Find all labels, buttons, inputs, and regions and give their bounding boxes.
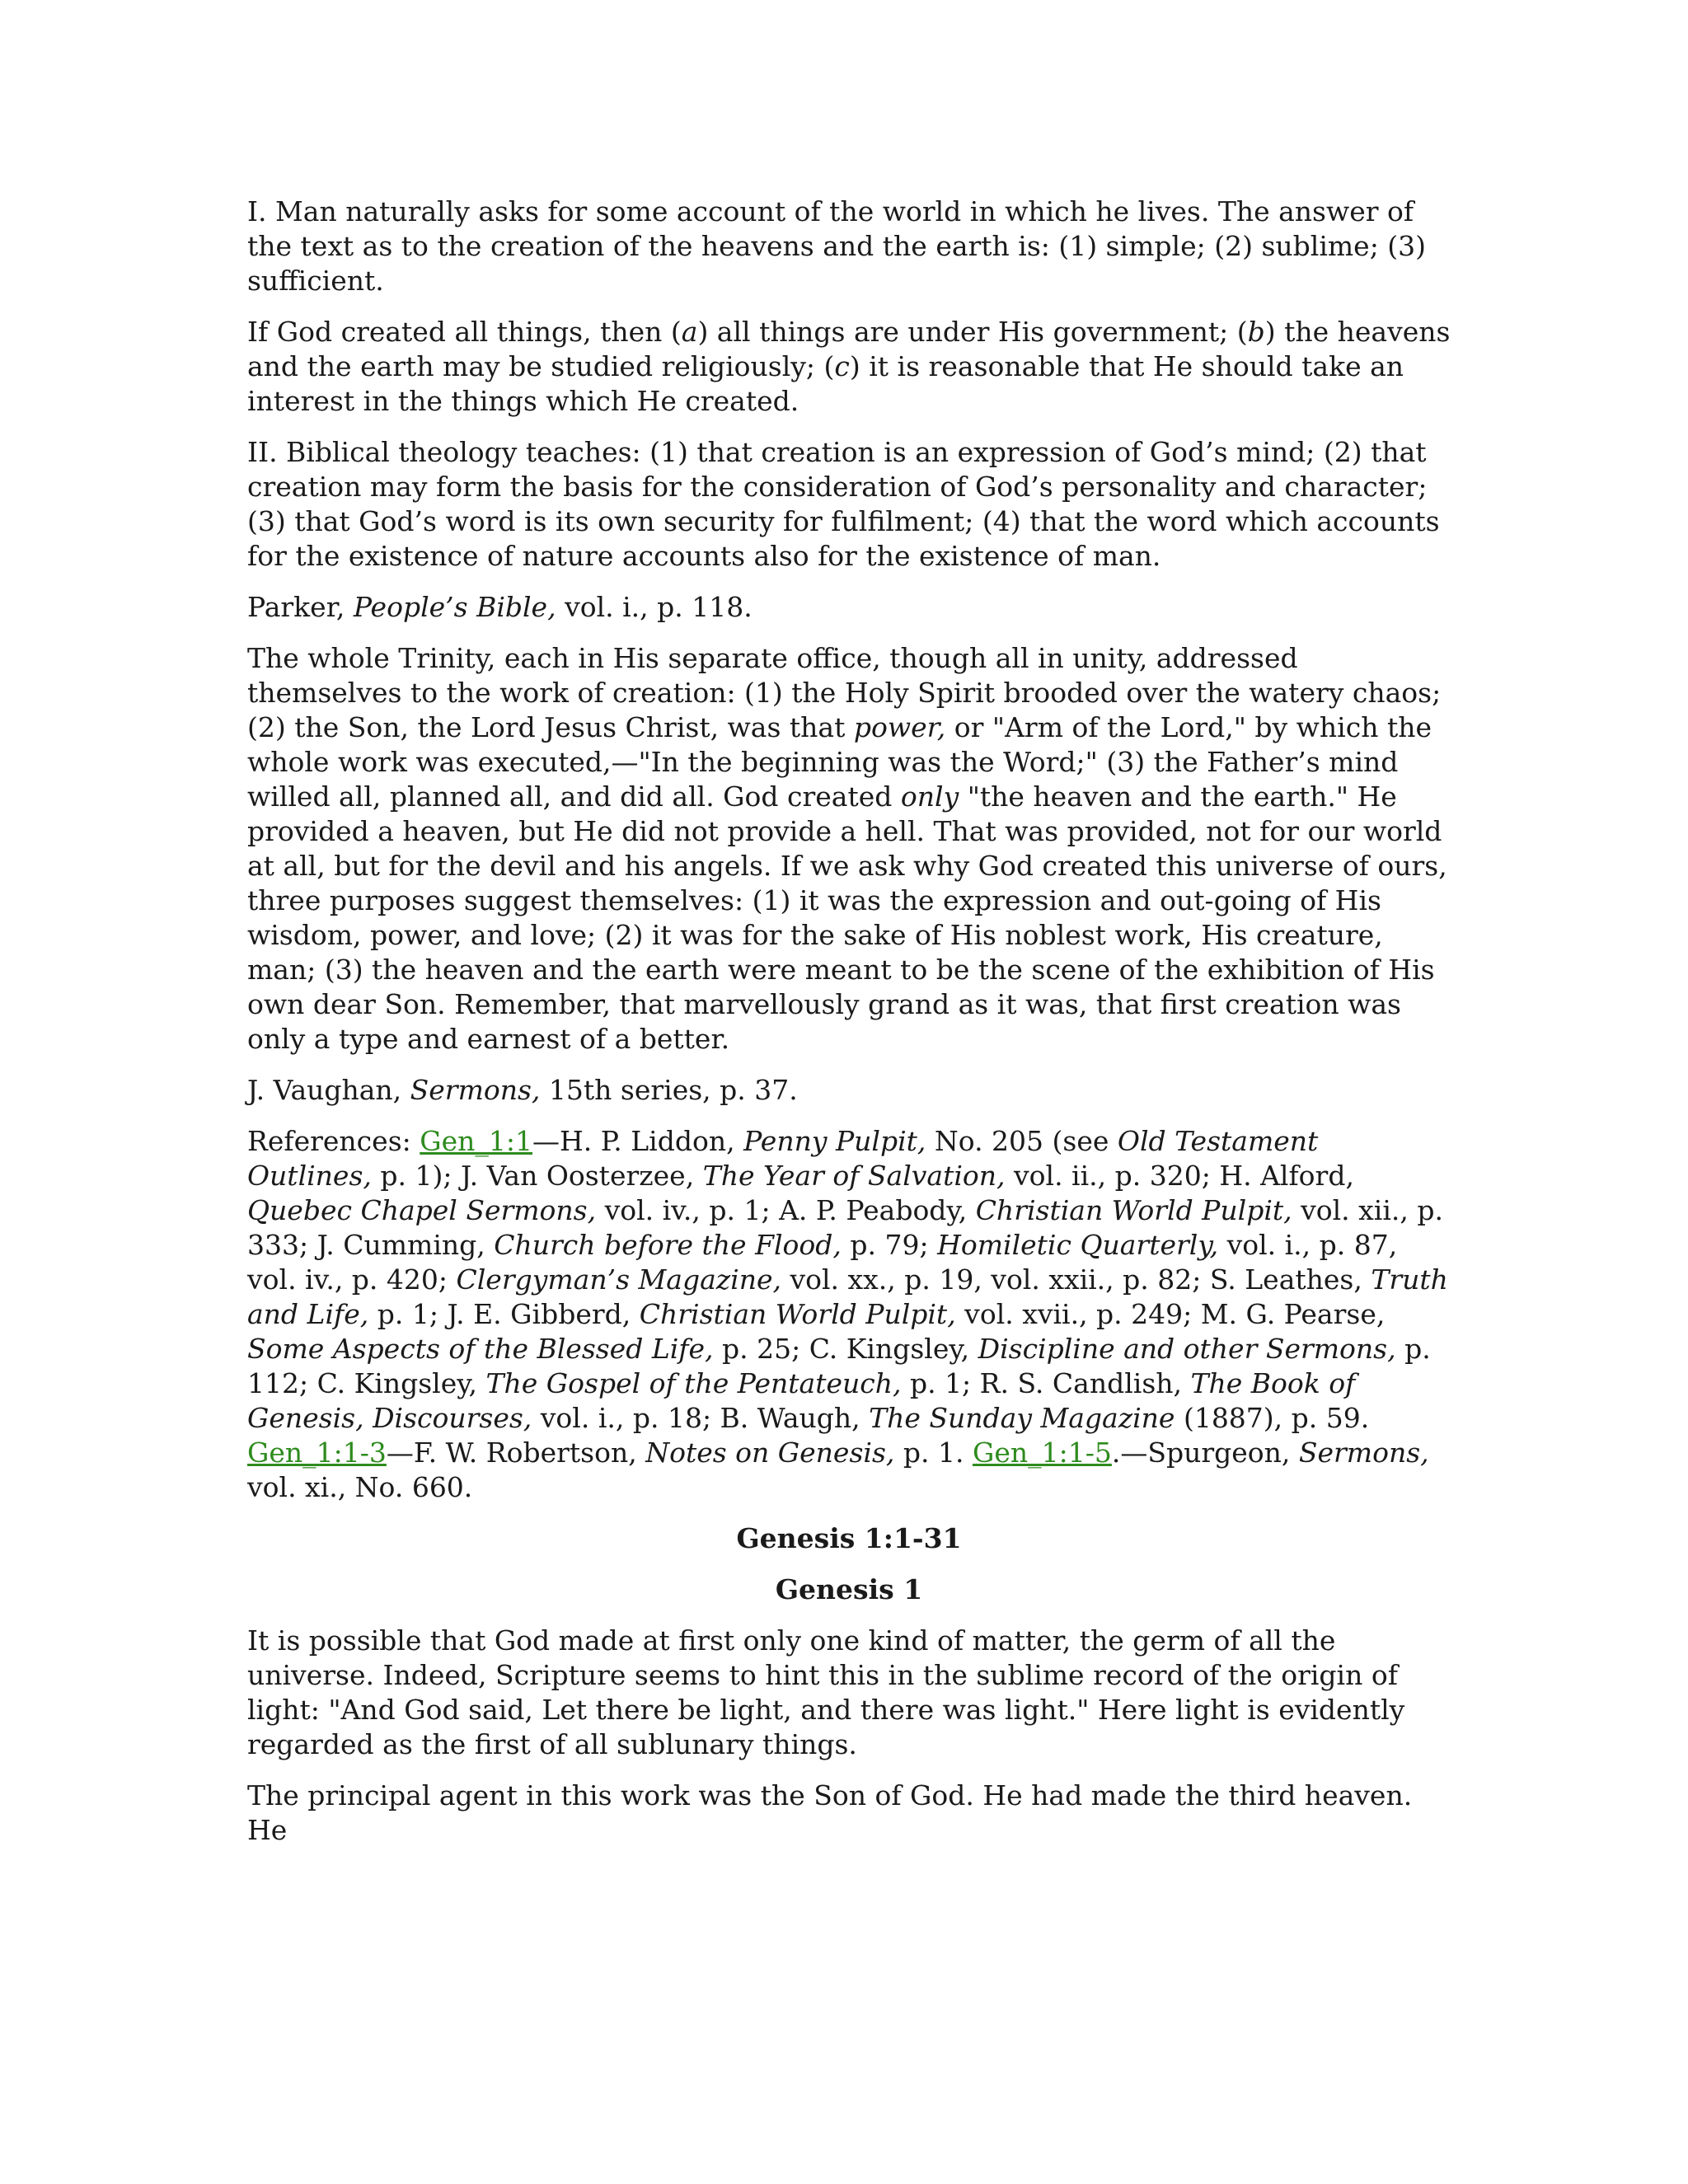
paragraph-answer-of-text: I. Man naturally asks for some account of the world in which he lives. The answer of the text as to the creation of the heavens and the earth is: (1) simple; (2) sublime; (3) sufficient.	[247, 195, 1427, 297]
paragraph-biblical-theology: II. Biblical theology teaches: (1) that creation is an expression of God’s mind; (2) that creation may form the basis for the consideration of God’s personality and character; (3) that God’s word is its own security for fulfilment; (4) that the word which accounts for the existence of nature accounts also for the existence of man.	[247, 436, 1440, 572]
reference-link-gen-1-1-5[interactable]: Gen_1:1-5	[972, 1436, 1112, 1469]
paragraph-one-kind-of-matter: It is possible that God made at first only one kind of matter, the germ of all the universe. Indeed, Scripture seems to hint this in the sublime record of the origin of light: "And God said, Let there be light, and there was light." Here light is evidently regarded as the first of all sublunary things.	[247, 1624, 1405, 1760]
chapter-heading-genesis-1: Genesis 1	[775, 1573, 923, 1605]
citation-parker: Parker, People’s Bible, vol. i., p. 118.	[247, 591, 753, 623]
reference-link-gen-1-1[interactable]: Gen_1:1	[420, 1125, 532, 1157]
reference-link-gen-1-1-3[interactable]: Gen_1:1-3	[247, 1436, 387, 1469]
paragraph-whole-trinity: The whole Trinity, each in His separate office, though all in unity, addressed themselves to the work of creation: (1) the Holy Spirit brooded over the watery chaos; (2) the Son, the Lord Jesus Christ, was that power, or "Arm of the Lord," by which the whole work was executed,—"In the beginning was the Word;" (3) the Father’s mind willed all, planned all, and did all. God created only "the heaven and the earth." He provided a heaven, but He did not provide a hell. That was provided, not for our world at all, but for the devil and his angels. If we ask why God created this universe of ours, three purposes suggest themselves: (1) it was the expression and out-going of His wisdom, power, and love; (2) it was for the sake of His noblest work, His creature, man; (3) the heaven and the earth were meant to be the scene of the exhibition of His own dear Son. Remember, that marvellously grand as it was, that first creation was only a type and earnest of a better.	[247, 642, 1447, 1055]
section-heading-genesis-1-1-31: Genesis 1:1-31	[736, 1522, 962, 1554]
citation-vaughan: J. Vaughan, Sermons, 15th series, p. 37.	[247, 1074, 798, 1106]
references-block: References: Gen_1:1—H. P. Liddon, Penny Pulpit, No. 205 (see Old Testament Outlines, p. 1); J. Van Oosterzee, The Year of Salvation, vol. ii., p. 320; H. Alford, Quebec Chapel Sermons, vol. iv., p. 1; A. P. Peabody, Christian World Pulpit, vol. xii., p. 333; J. Cumming, Church before the Flood, p. 79; Homiletic Quarterly, vol. i., p. 87, vol. iv., p. 420; Clergyman’s Magazine, vol. xx., p. 19, vol. xxii., p. 82; S. Leathes, Truth and Life, p. 1; J. E. Gibberd, Christian World Pulpit, vol. xvii., p. 249; M. G. Pearse, Some Aspects of the Blessed Life, p. 25; C. Kingsley, Discipline and other Sermons, p. 112; C. Kingsley, The Gospel of the Pentateuch, p. 1; R. S. Candlish, The Book of Genesis, Discourses, vol. i., p. 18; B. Waugh, The Sunday Magazine (1887), p. 59. Gen_1:1-3—F. W. Robertson, Notes on Genesis, p. 1. Gen_1:1-5.—Spurgeon, Sermons, vol. xi., No. 660.	[247, 1125, 1448, 1503]
paragraph-principal-agent: The principal agent in this work was the Son of God. He had made the third heaven. He	[247, 1779, 1413, 1846]
paragraph-if-god-created: If God created all things, then (a) all things are under His government; (b) the heavens and the earth may be studied religiously; (c) it is reasonable that He should take an interest in the things which He created.	[247, 316, 1451, 417]
document-page	[247, 194, 1451, 1864]
